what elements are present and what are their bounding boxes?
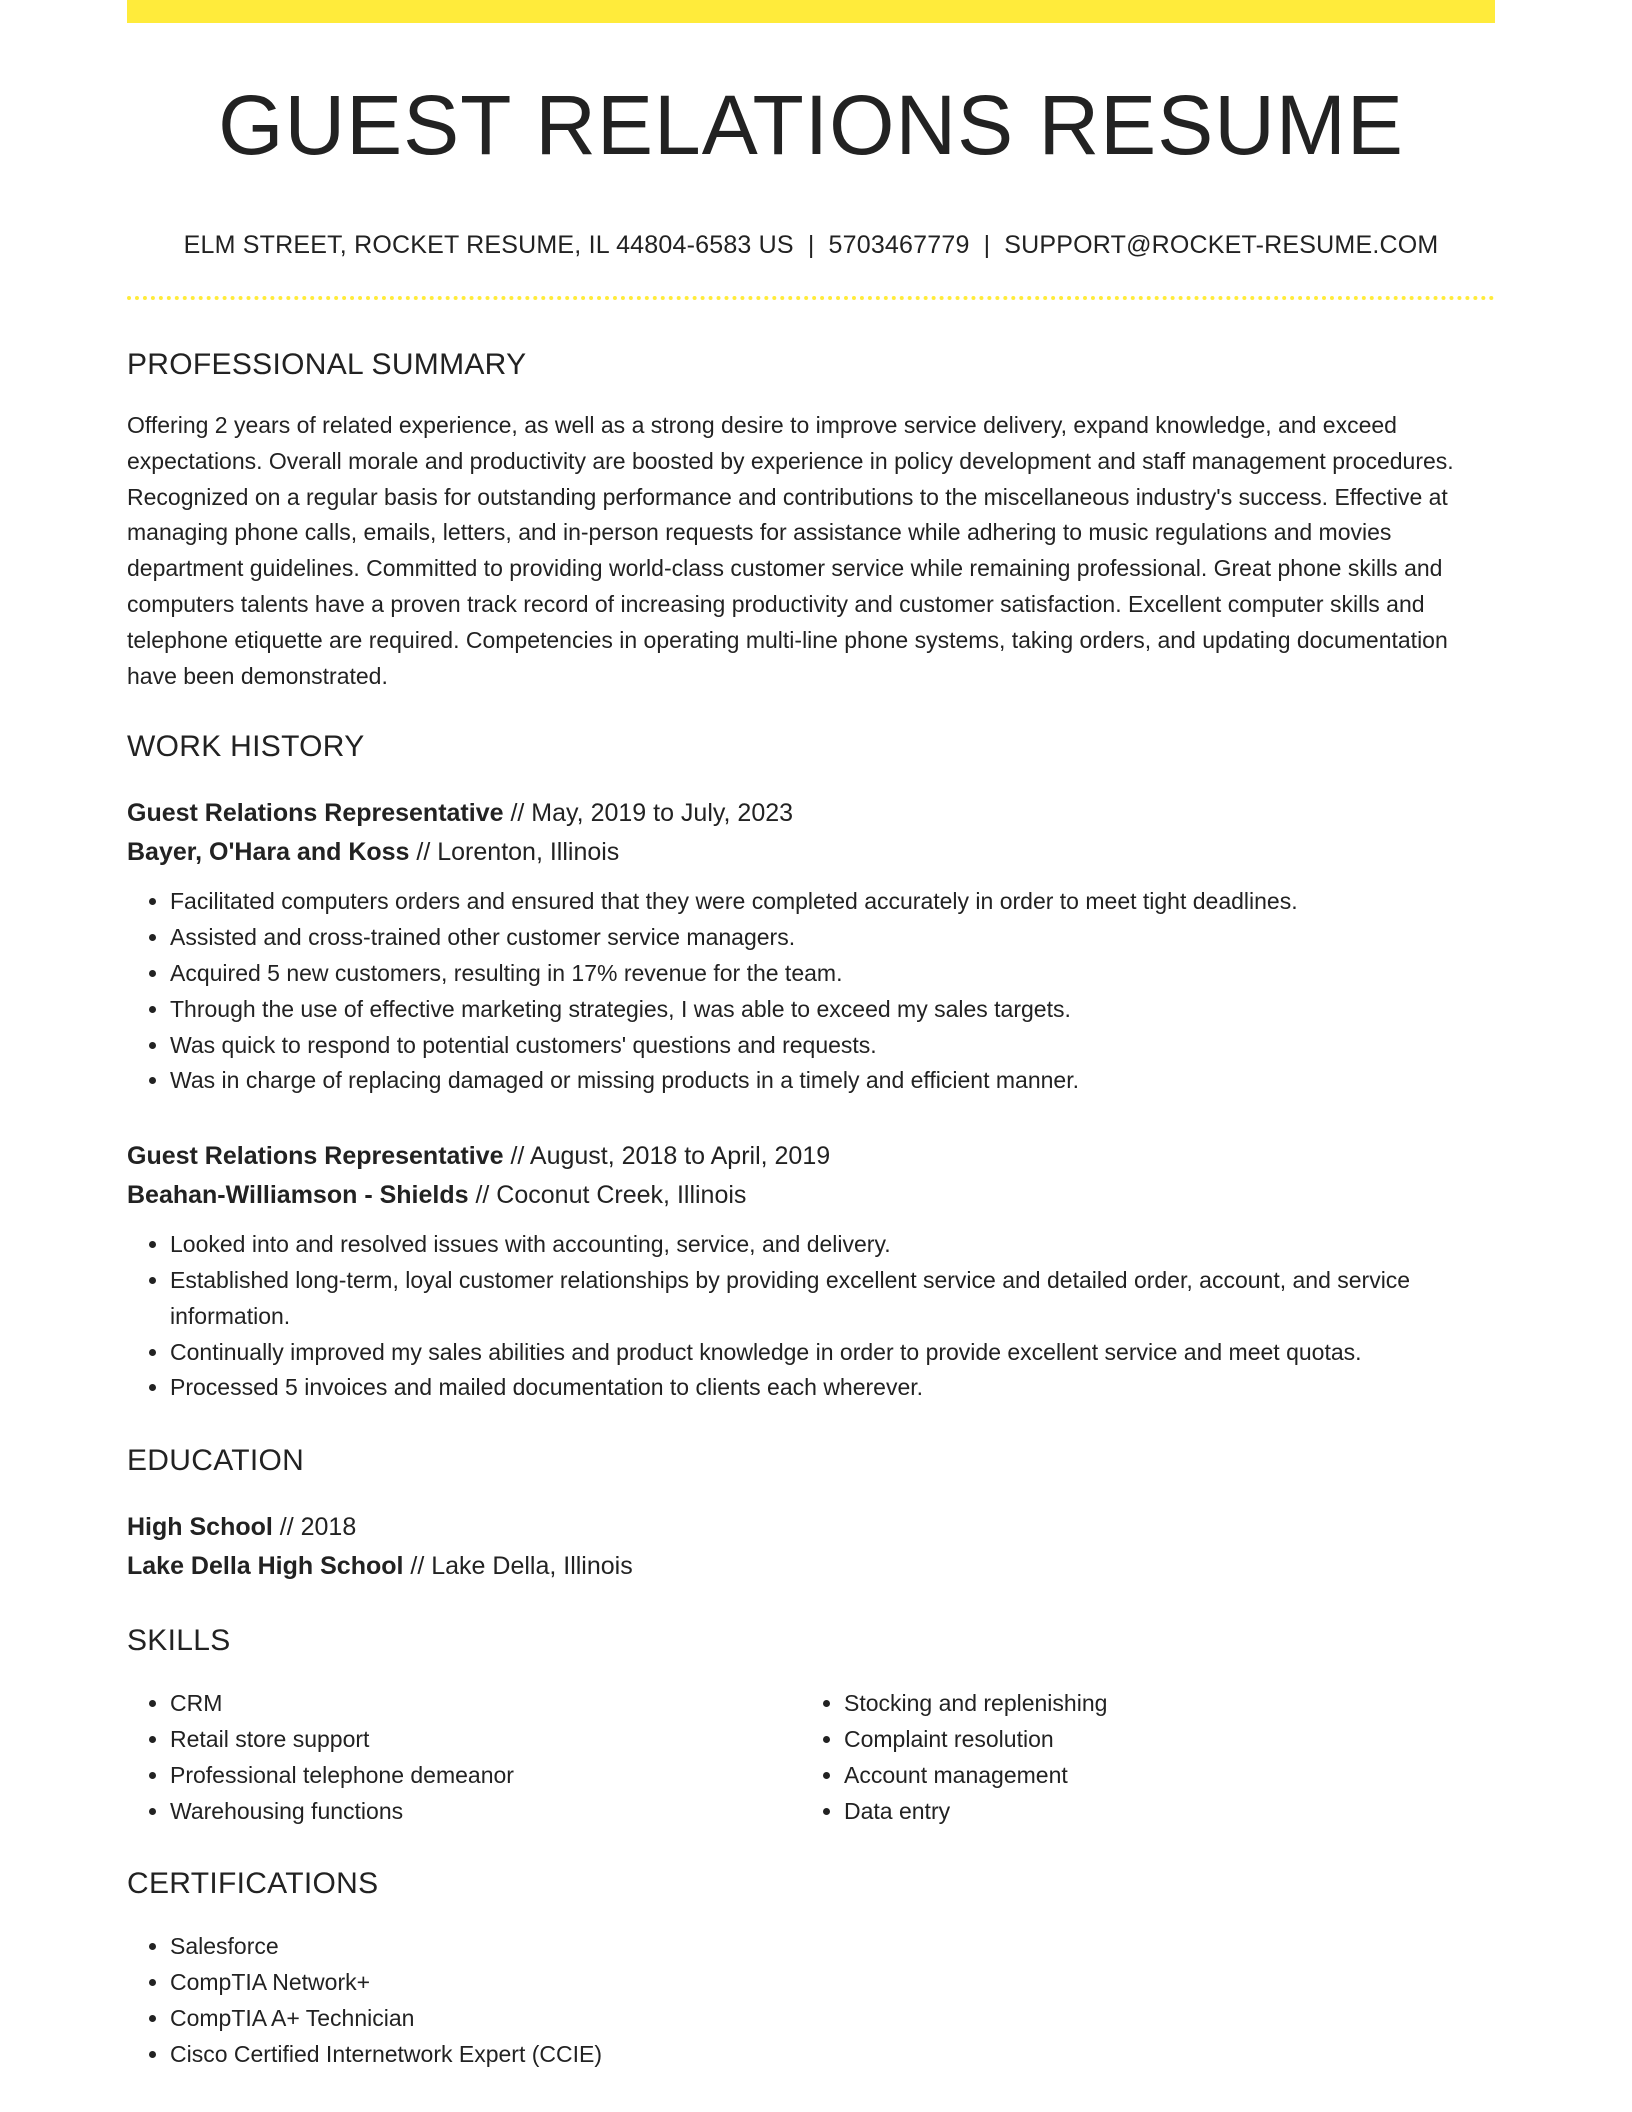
- education-heading: EDUCATION: [127, 1444, 305, 1478]
- job-entry: [127, 1137, 1495, 1406]
- job-entry: [127, 794, 1495, 1099]
- education-degree-line: [127, 1508, 1495, 1547]
- contact-email: SUPPORT@ROCKET-RESUME.COM: [1004, 231, 1439, 259]
- job-bullet: • Facilitated computers orders and ensured that they were completed accurately in order to meet tight deadlines.: [170, 884, 1495, 920]
- skill-item: • CRM: [170, 1686, 801, 1722]
- job-dates: // May, 2019 to July, 2023: [503, 799, 794, 828]
- resume-page: [127, 0, 1495, 2073]
- skills-columns: [127, 1686, 1495, 1829]
- skill-item: • Complaint resolution: [844, 1722, 1475, 1758]
- job-bullet: • Through the use of effective marketing strategies, I was able to exceed my sales targets.: [170, 992, 1495, 1028]
- skills-heading: SKILLS: [127, 1624, 231, 1658]
- education-year: // 2018: [272, 1513, 357, 1542]
- job-company: Bayer, O'Hara and Koss: [127, 838, 410, 867]
- skill-item: • Stocking and replenishing: [844, 1686, 1475, 1722]
- certification-item: • Salesforce: [170, 1929, 1495, 1965]
- skill-item: • Account management: [844, 1758, 1475, 1794]
- job-bullet: • Looked into and resolved issues with accounting, service, and delivery.: [170, 1227, 1495, 1263]
- contact-separator: |: [807, 231, 815, 259]
- job-title: Guest Relations Representative: [127, 1142, 504, 1171]
- skill-item: • Retail store support: [170, 1722, 801, 1758]
- job-bullet: • Continually improved my sales abilities and product knowledge in order to provide excellent service and meet quotas.: [170, 1335, 1495, 1371]
- skill-item: • Warehousing functions: [170, 1794, 801, 1830]
- certification-item: • CompTIA Network+: [170, 1965, 1495, 2001]
- job-company-line: [127, 833, 1495, 872]
- certifications-list: [127, 1929, 1495, 2072]
- dotted-divider: [127, 296, 1495, 300]
- job-location: // Lorenton, Illinois: [409, 838, 620, 867]
- job-bullets: [127, 1227, 1495, 1406]
- education-school: Lake Della High School: [127, 1552, 404, 1581]
- contact-separator: |: [983, 231, 991, 259]
- skills-right-list: [801, 1686, 1475, 1829]
- certifications-heading: CERTIFICATIONS: [127, 1867, 379, 1901]
- certification-item: • Cisco Certified Internetwork Expert (CCIE): [170, 2037, 1495, 2073]
- job-location: // Coconut Creek, Illinois: [468, 1181, 747, 1210]
- skills-left-list: [127, 1686, 801, 1829]
- contact-phone: 5703467779: [828, 231, 970, 259]
- skill-item: • Professional telephone demeanor: [170, 1758, 801, 1794]
- education-entry: [127, 1508, 1495, 1586]
- contact-line: [127, 233, 1495, 258]
- job-bullets: [127, 884, 1495, 1099]
- job-title-line: [127, 794, 1495, 833]
- summary-text: Offering 2 years of related experience, as well as a strong desire to improve service delivery, expand knowledge, and exceed expectations. Overall morale and productivity are boosted by experience in policy development and staff management procedures. Recognized on a regular basis for outstanding performance and contributions to the miscellaneous industry's success. Effective at managing phone calls, emails, letters, and in-person requests for assistance while adhering to music regulations and movies department guidelines. Committed to providing world-class customer service while remaining professional. Great phone skills and computers talents have a proven track record of increasing productivity and customer satisfaction. Excellent computer skills and telephone etiquette are required. Competencies in operating multi-line phone systems, taking orders, and updating documentation have been demonstrated.: [127, 412, 1454, 689]
- certification-item: • CompTIA A+ Technician: [170, 2001, 1495, 2037]
- education-degree: High School: [127, 1513, 273, 1542]
- job-bullet: • Was in charge of replacing damaged or missing products in a timely and efficient manner.: [170, 1063, 1495, 1099]
- job-bullet: • Processed 5 invoices and mailed documentation to clients each wherever.: [170, 1370, 1495, 1406]
- job-bullet: • Assisted and cross-trained other customer service managers.: [170, 920, 1495, 956]
- resume-title: GUEST RELATIONS RESUME: [218, 78, 1404, 172]
- job-bullet: • Established long-term, loyal customer relationships by providing excellent service and detailed order, account, and service information.: [170, 1263, 1495, 1335]
- job-title: Guest Relations Representative: [127, 799, 504, 828]
- job-dates: // August, 2018 to April, 2019: [503, 1142, 831, 1171]
- top-accent-bar: [127, 0, 1495, 23]
- job-company: Beahan-Williamson - Shields: [127, 1181, 469, 1210]
- skill-item: • Data entry: [844, 1794, 1475, 1830]
- contact-address: ELM STREET, ROCKET RESUME, IL 44804-6583 US: [183, 231, 794, 259]
- job-title-line: [127, 1137, 1495, 1176]
- summary-heading: PROFESSIONAL SUMMARY: [127, 348, 527, 381]
- job-bullet: • Acquired 5 new customers, resulting in 17% revenue for the team.: [170, 956, 1495, 992]
- job-company-line: [127, 1176, 1495, 1215]
- education-school-line: [127, 1547, 1495, 1586]
- education-location: // Lake Della, Illinois: [403, 1552, 633, 1581]
- work-history-heading: WORK HISTORY: [127, 730, 365, 764]
- job-bullet: • Was quick to respond to potential customers' questions and requests.: [170, 1028, 1495, 1064]
